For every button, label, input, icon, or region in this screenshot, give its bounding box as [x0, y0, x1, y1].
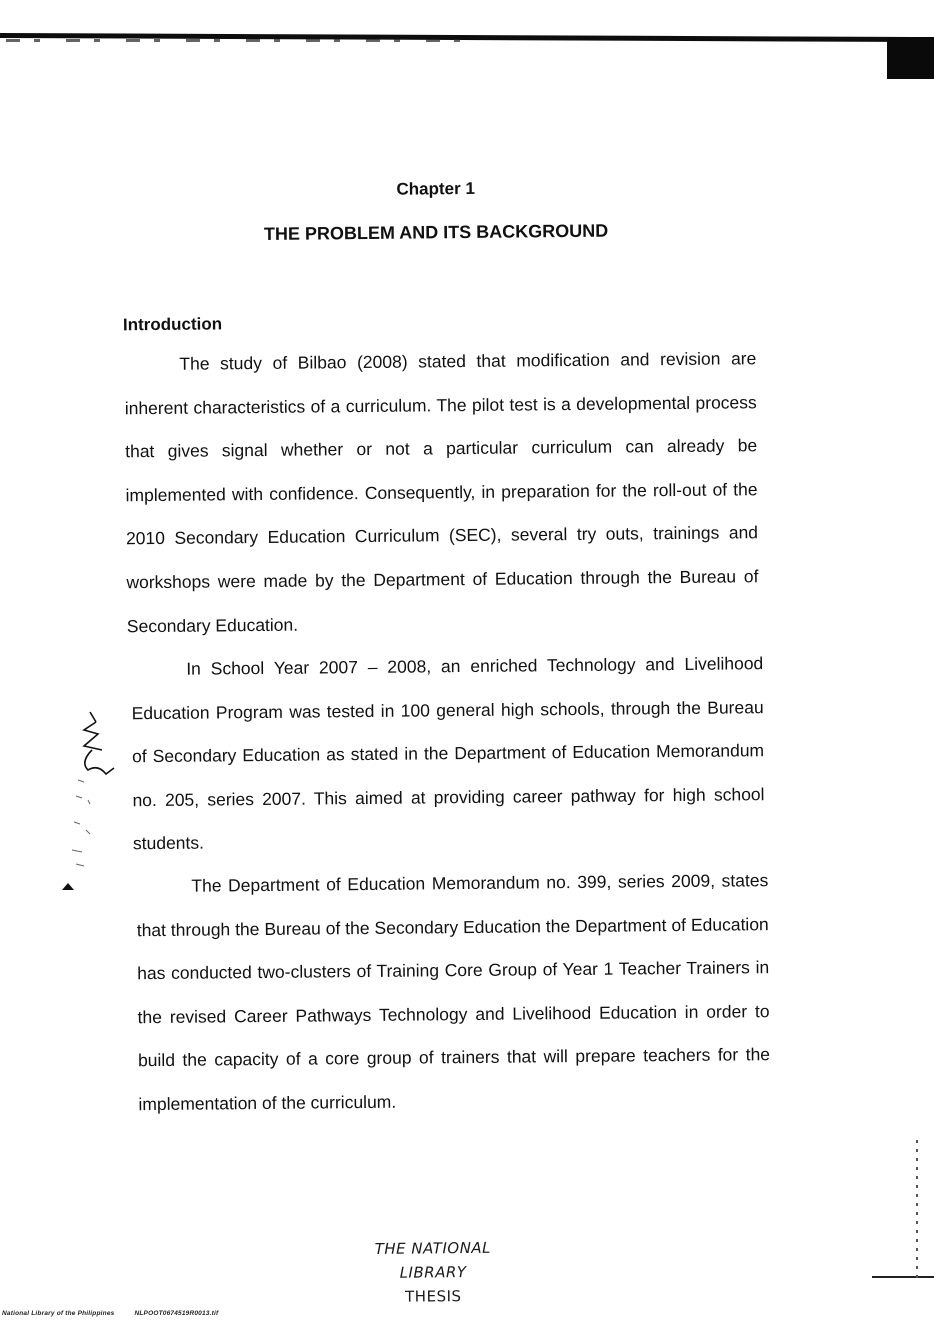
footer-file-id: NLPOOT0674519R0013.tif — [134, 1310, 219, 1317]
scan-edge-dots — [916, 1140, 918, 1280]
body-paragraph: The study of Bilbao (2008) stated that modification and revision are inherent characteristics of a curriculum. The pilot test is a developmental process that gives signal whether or not a particular curriculum can already be implemented with confidence. Consequently, in preparation for the roll-out of the 2010 Secondary Education Curriculum (SEC), several try outs, trainings and workshops were made by the Department of Education through the Bureau of Secondary Education. — [124, 348, 759, 636]
footer-source: National Library of the Philippines — [2, 1310, 115, 1317]
chapter-title: THE PROBLEM AND ITS BACKGROUND — [263, 220, 609, 244]
section-heading: Introduction — [122, 314, 223, 335]
chapter-label: Chapter 1 — [396, 178, 475, 199]
stamp-line-2: THESIS — [405, 1287, 462, 1306]
body-paragraph: In School Year 2007 – 2008, an enriched Technology and Livelihood Education Program was tested in 100 general high schools, through the Bureau of Secondary Education as stated in the Department of Education Memorandum no. 205, series 2007. This aimed at providing career pathway for high school students. — [131, 653, 765, 854]
stamp-line-1: THE NATIONAL LIBRARY — [374, 1238, 492, 1282]
scan-footer — [2, 1310, 218, 1317]
library-stamp — [340, 1235, 527, 1309]
body-paragraph: The Department of Education Memorandum no. 399, series 2009, states that through the Bureau of the Secondary Education the Department of Education has conducted two-clusters of Training Core Group of Year 1 Teacher Trainers in the revised Career Pathways Technology and Livelihood Education in order to build the capacity of a core group of trainers that will prepare teachers for the implementation of the curriculum. — [136, 870, 771, 1115]
handwritten-initials — [62, 700, 122, 900]
stamp-rule — [872, 1276, 934, 1278]
